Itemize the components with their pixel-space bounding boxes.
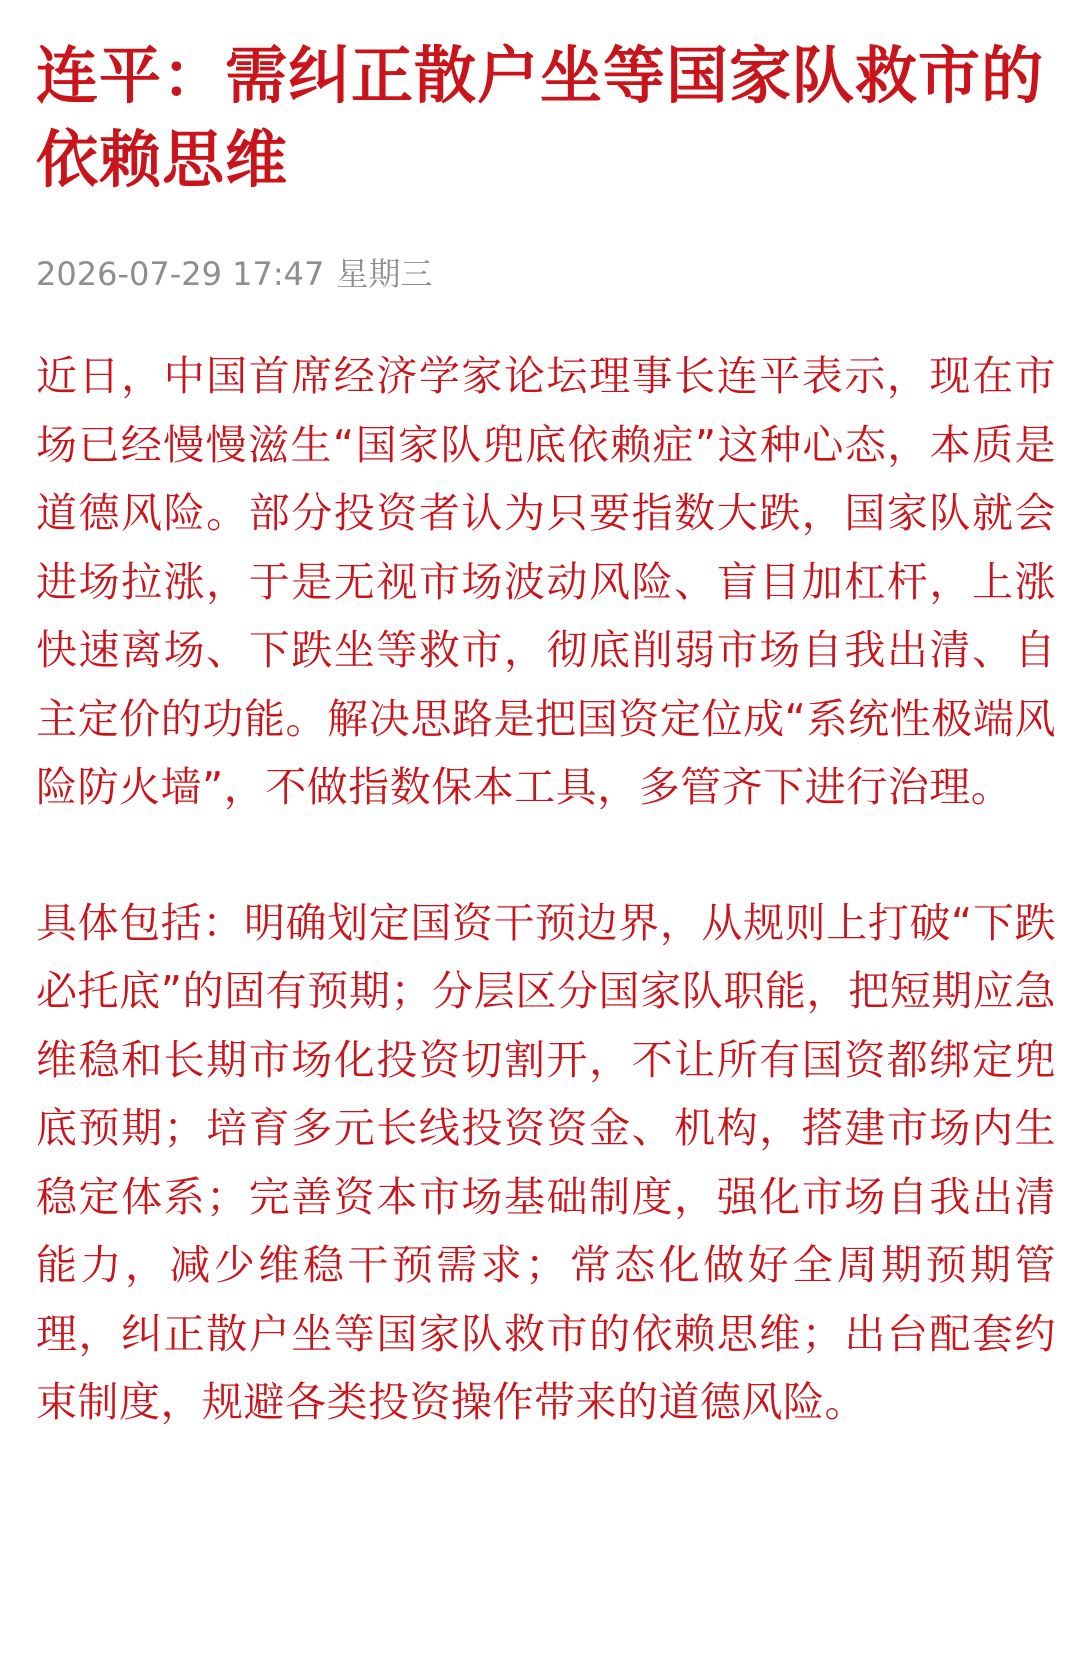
- publish-weekday: 星期三: [336, 255, 433, 293]
- article-body: [36, 342, 1056, 1437]
- article-paragraph: 具体包括：明确划定国资干预边界，从规则上打破“下跌必托底”的固有预期；分层区分国家队职能，把短期应急维稳和长期市场化投资切割开，不让所有国资都绑定兜底预期；培育多元长线投资资金、机构，搭建市场内生稳定体系；完善资本市场基础制度，强化市场自我出清能力，减少维稳干预需求；常态化做好全周期预期管理，纠正散户坐等国家队救市的依赖思维；出台配套约束制度，规避各类投资操作带来的道德风险。: [36, 898, 1056, 1426]
- article: [36, 34, 1056, 1437]
- publish-datetime: 2026-07-29 17:47: [36, 255, 325, 293]
- article-paragraph: 近日，中国首席经济学家论坛理事长连平表示，现在市场已经慢慢滋生“国家队兜底依赖症”这种心态，本质是道德风险。部分投资者认为只要指数大跌，国家队就会进场拉涨，于是无视市场波动风险、盲目加杠杆，上涨快速离场、下跌坐等救市，彻底削弱市场自我出清、自主定价的功能。解决思路是把国资定位成“系统性极端风险防火墙”，不做指数保本工具，多管齐下进行治理。: [36, 352, 1056, 811]
- article-headline: 连平：需纠正散户坐等国家队救市的依赖思维: [36, 39, 1045, 196]
- article-meta: [36, 254, 1056, 294]
